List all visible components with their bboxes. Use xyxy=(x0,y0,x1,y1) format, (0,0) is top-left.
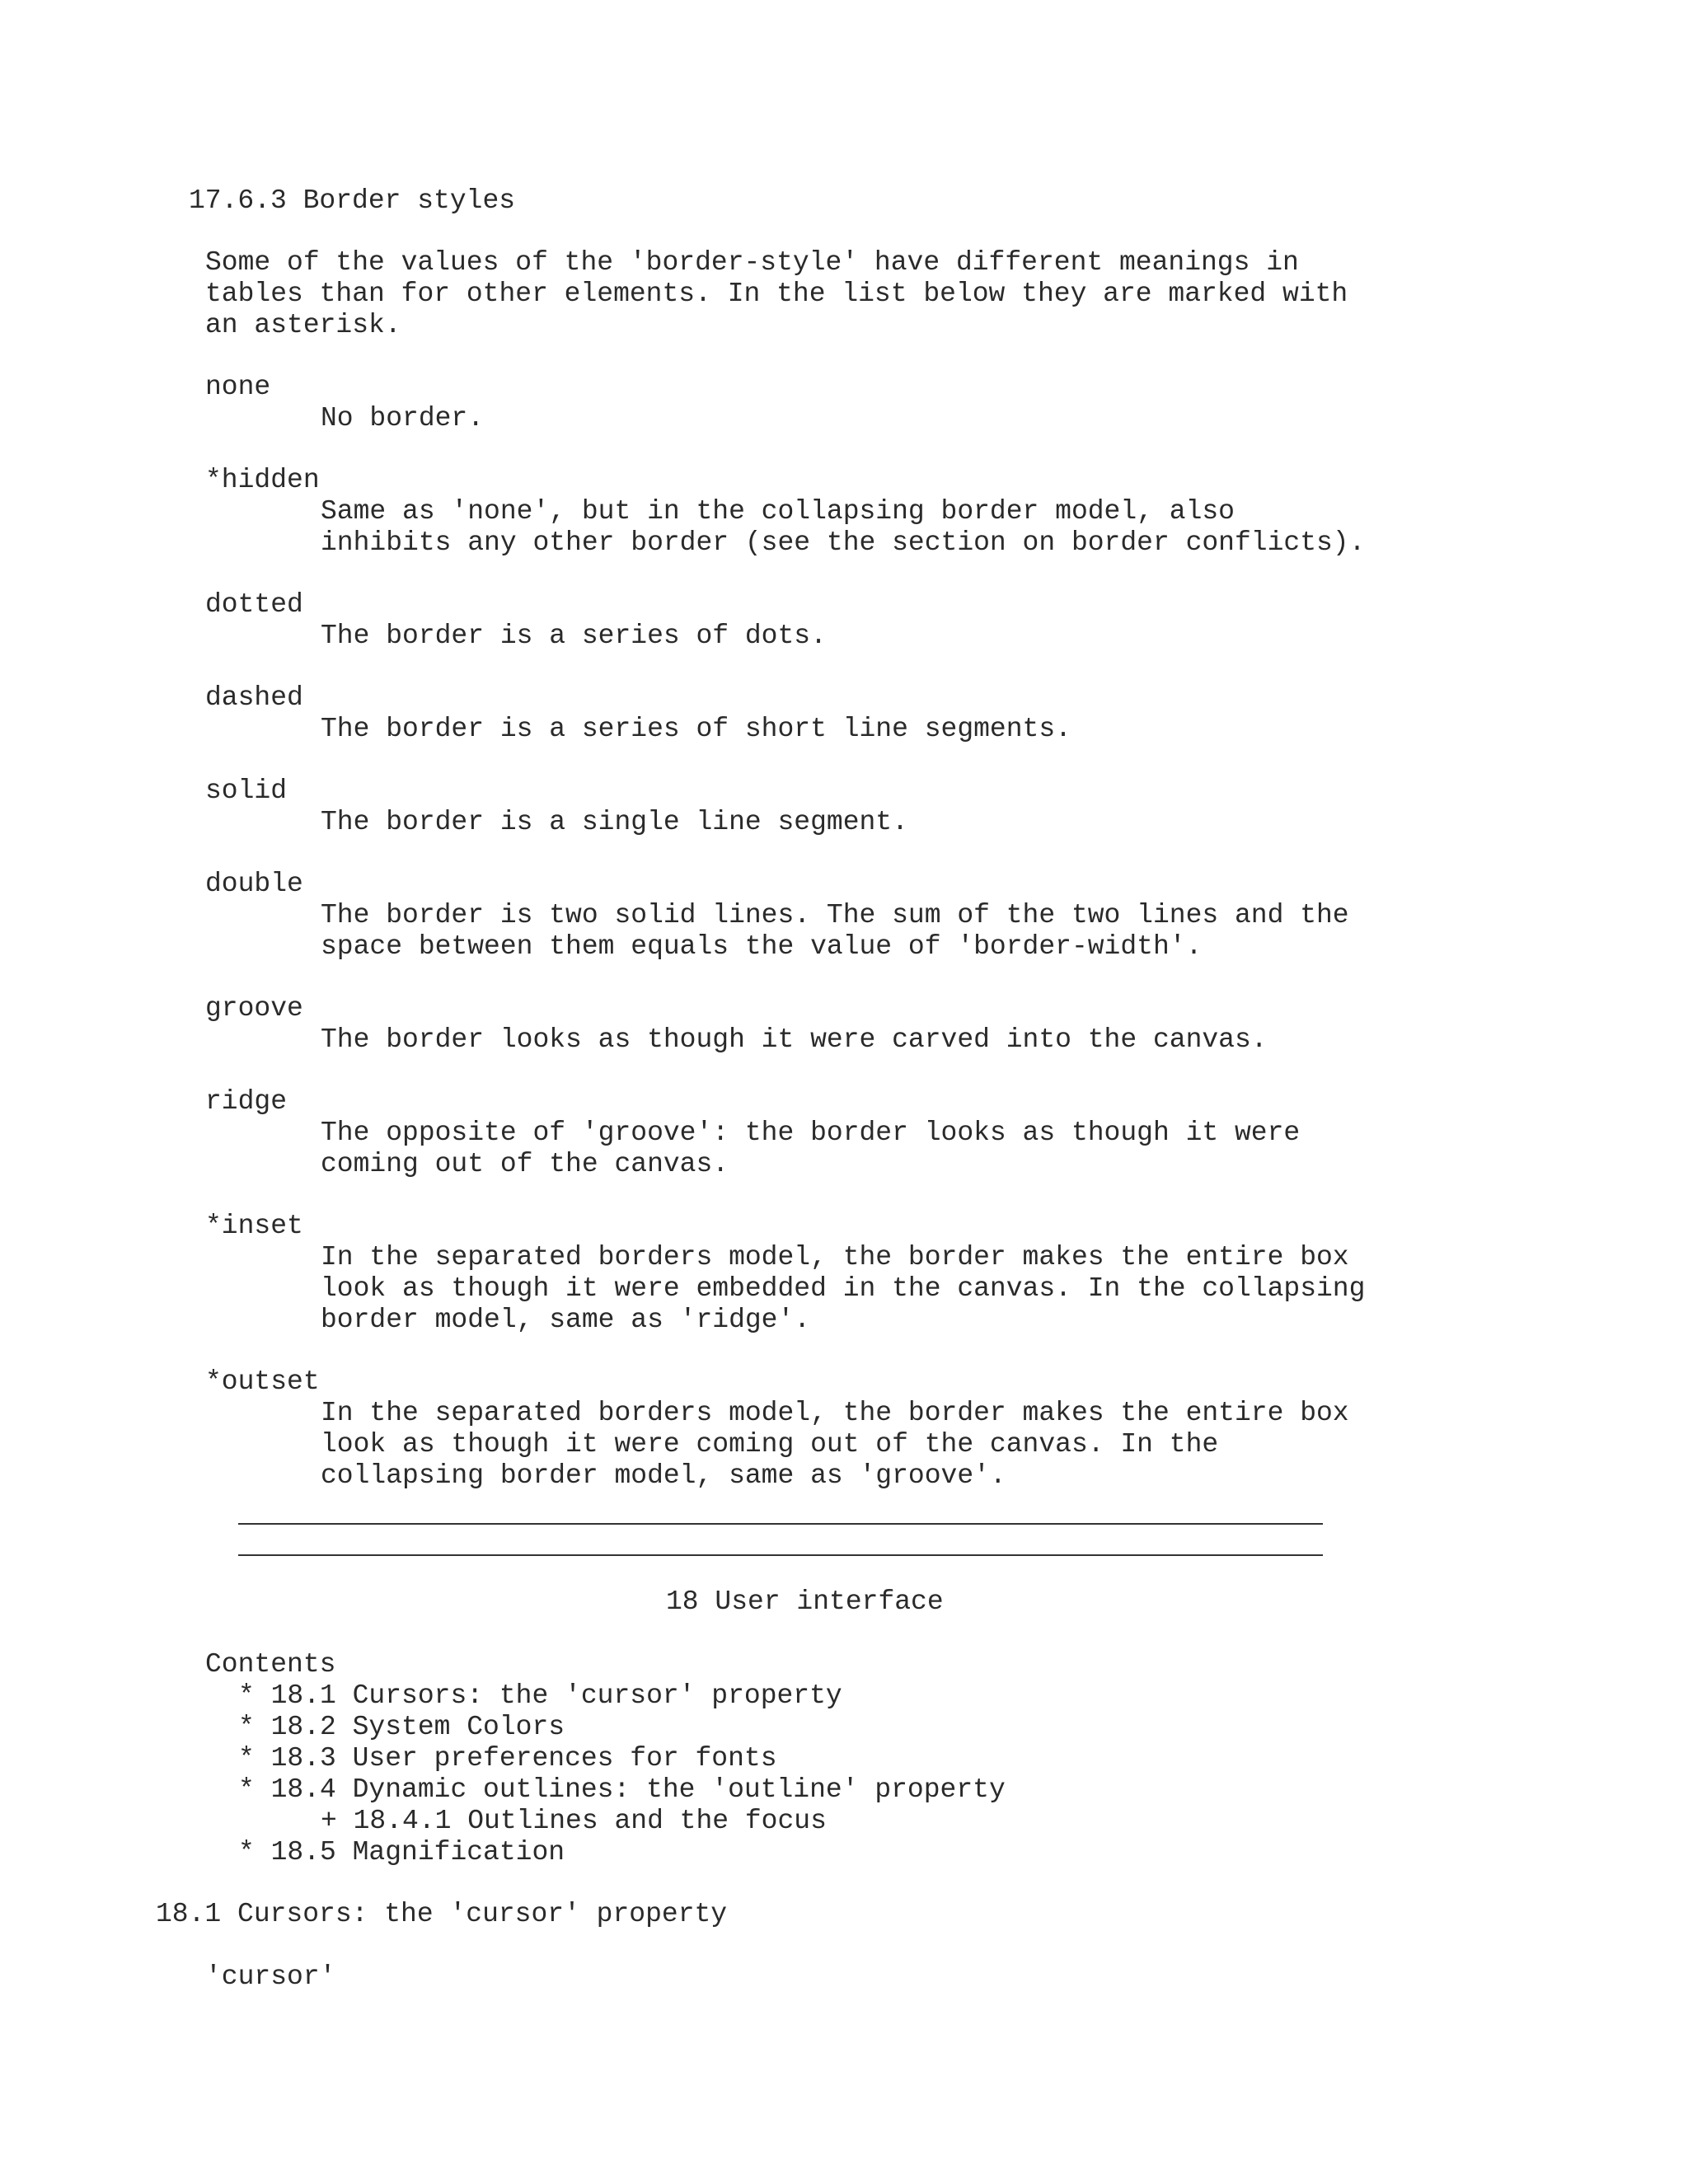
toc-item[interactable]: * 18.3 User preferences for fonts xyxy=(238,1743,777,1774)
intro-line: Some of the values of the 'border-style' have different meanings in xyxy=(205,247,1299,278)
term-description: The opposite of 'groove': the border looks as though it were xyxy=(321,1118,1301,1148)
term-description: coming out of the canvas. xyxy=(321,1149,729,1179)
term-description: In the separated borders model, the border makes the entire box xyxy=(321,1242,1349,1272)
term: *outset xyxy=(205,1366,320,1397)
term-description: Same as 'none', but in the collapsing border model, also xyxy=(321,496,1235,527)
toc-item[interactable]: * 18.2 System Colors xyxy=(238,1712,565,1742)
term-description: The border is a series of dots. xyxy=(321,621,827,651)
intro-line: an asterisk. xyxy=(205,310,401,340)
term: *hidden xyxy=(205,465,320,495)
section-heading: 17.6.3 Border styles xyxy=(189,185,516,216)
chapter-title: 18 User interface xyxy=(666,1586,944,1617)
toc-subitem[interactable]: + 18.4.1 Outlines and the focus xyxy=(321,1806,827,1836)
term: ridge xyxy=(205,1086,288,1117)
contents-label: Contents xyxy=(205,1649,336,1680)
term: solid xyxy=(205,776,288,806)
divider xyxy=(238,1523,1323,1525)
term: groove xyxy=(205,993,303,1024)
term-description: The border is a series of short line segments. xyxy=(321,714,1071,744)
term-description: look as though it were embedded in the canvas. In the collapsing xyxy=(321,1273,1366,1304)
term: double xyxy=(205,869,303,899)
section-heading: 18.1 Cursors: the 'cursor' property xyxy=(156,1899,728,1929)
term-description: No border. xyxy=(321,403,485,434)
term: *inset xyxy=(205,1211,303,1241)
term: dotted xyxy=(205,589,303,620)
term-description: The border is two solid lines. The sum of the two lines and the xyxy=(321,900,1349,930)
divider xyxy=(238,1554,1323,1556)
term-description: The border looks as though it were carved into the canvas. xyxy=(321,1024,1268,1055)
property-name: 'cursor' xyxy=(205,1961,336,1992)
term-description: space between them equals the value of 'border-width'. xyxy=(321,931,1203,962)
toc-item[interactable]: * 18.1 Cursors: the 'cursor' property xyxy=(238,1680,842,1711)
toc-item[interactable]: * 18.5 Magnification xyxy=(238,1837,565,1868)
term: dashed xyxy=(205,682,303,713)
term-description: inhibits any other border (see the section on border conflicts). xyxy=(321,527,1366,558)
term-description: In the separated borders model, the border makes the entire box xyxy=(321,1398,1349,1428)
intro-line: tables than for other elements. In the list below they are marked with xyxy=(205,279,1348,309)
term: none xyxy=(205,372,271,402)
term-description: look as though it were coming out of the canvas. In the xyxy=(321,1429,1219,1460)
term-description: The border is a single line segment. xyxy=(321,807,908,837)
term-description: collapsing border model, same as 'groove'. xyxy=(321,1460,1006,1491)
toc-item[interactable]: * 18.4 Dynamic outlines: the 'outline' property xyxy=(238,1774,1006,1805)
term-description: border model, same as 'ridge'. xyxy=(321,1305,811,1335)
